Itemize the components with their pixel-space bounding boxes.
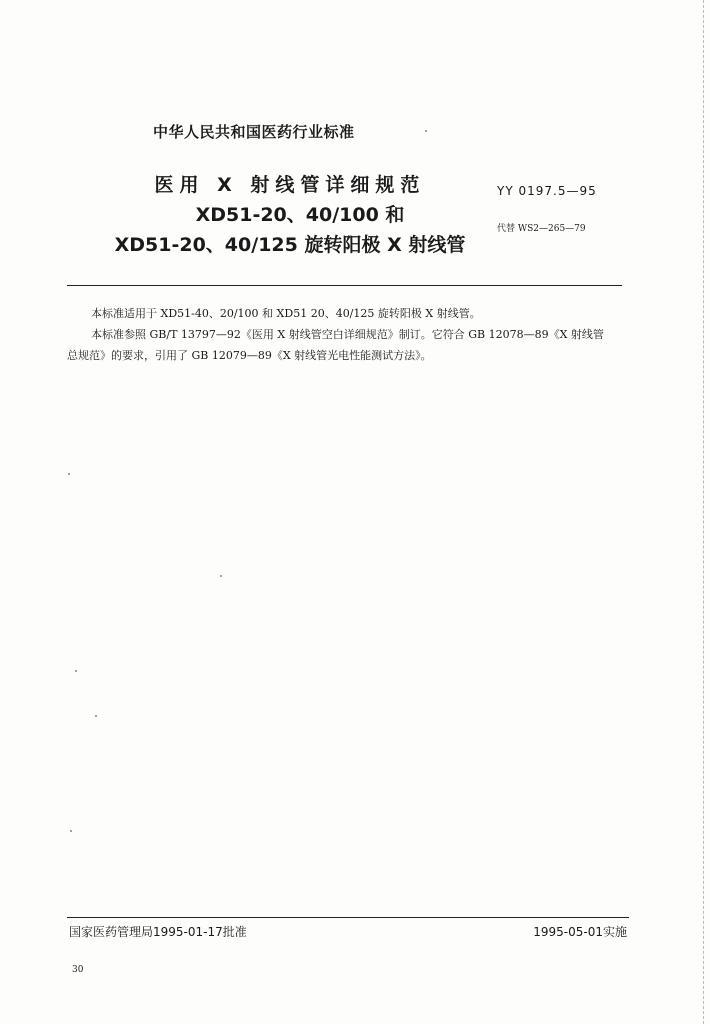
header-divider bbox=[67, 285, 622, 286]
footer-divider bbox=[67, 917, 629, 918]
standard-number: YY 0197.5—95 bbox=[497, 184, 597, 198]
scan-speck bbox=[70, 830, 72, 832]
scan-speck bbox=[68, 473, 70, 475]
paragraph-scope: 本标准适用于 XD51-40、20/100 和 XD51 20、40/125 旋转阳极 X 射线管。 bbox=[91, 307, 481, 320]
paragraph-reference-line-1: 本标准参照 GB/T 13797—92《医用 X 射线管空白详细规范》制订。它符合 GB 12078—89《X 射线管 bbox=[91, 328, 604, 341]
issuer-heading: 中华人民共和国医药行业标准 bbox=[153, 123, 355, 141]
approval-date: 国家医药管理局1995-01-17批准 bbox=[69, 925, 247, 939]
page-number: 30 bbox=[72, 965, 84, 975]
scan-speck bbox=[95, 715, 97, 717]
scan-edge-artifact bbox=[702, 0, 704, 1024]
scan-speck bbox=[75, 670, 77, 672]
title-line-3: XD51-20、40/125 旋转阳极 X 射线管 bbox=[114, 234, 466, 256]
paragraph-reference-line-2: 总规范》的要求，引用了 GB 12079—89《X 射线管光电性能测试方法》。 bbox=[67, 349, 432, 362]
effective-date: 1995-05-01实施 bbox=[533, 925, 627, 939]
title-line-1: 医用 X 射线管详细规范 bbox=[154, 174, 426, 196]
scan-speck bbox=[220, 575, 222, 577]
standard-title bbox=[100, 170, 480, 260]
replaces-standard: 代替 WS2—265—79 bbox=[497, 224, 586, 234]
title-line-2: XD51-20、40/100 和 bbox=[195, 204, 405, 226]
body-text bbox=[67, 303, 627, 366]
scan-speck bbox=[425, 130, 427, 132]
